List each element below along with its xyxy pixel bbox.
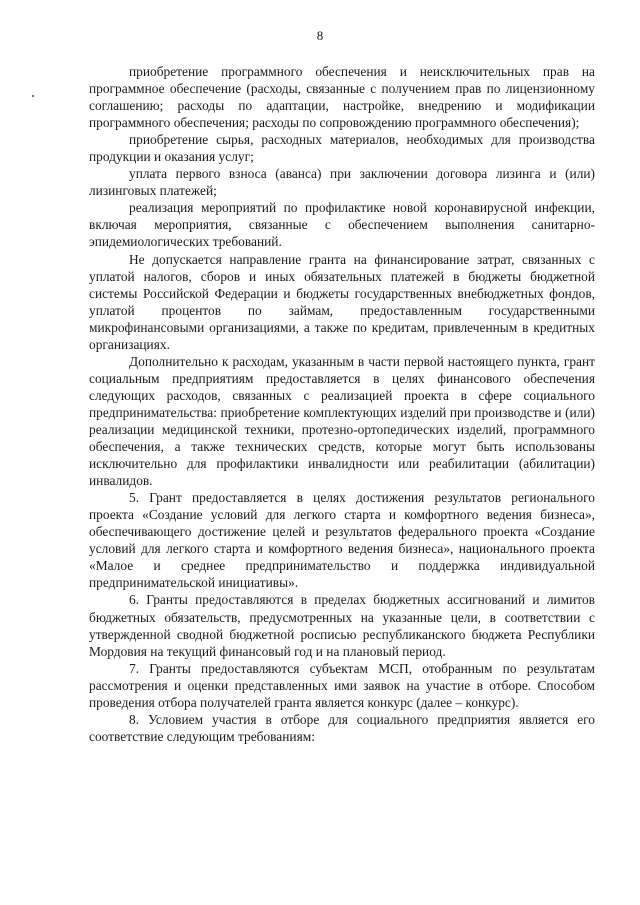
- page-number: 8: [316, 28, 324, 43]
- paragraph-coronavirus-measures: реализация мероприятий по профилактике новой коронавирусной инфекции, включая мероприятия, связанные с обеспечением выполнения санитарно-эпидемиологических требований.: [89, 200, 595, 250]
- paragraph-leasing-payment: уплата первого взноса (аванса) при заключении договора лизинга и (или) лизинговых платежей;: [89, 166, 595, 199]
- paragraph-item-8: 8. Условием участия в отборе для социального предприятия является его соответствие следующим требованиям:: [89, 711, 595, 744]
- paragraph-raw-materials: приобретение сырья, расходных материалов, необходимых для производства продукции и оказания услуг;: [89, 132, 595, 165]
- document-body: [89, 63, 595, 745]
- scan-speck: [32, 95, 34, 97]
- paragraph-software-expenses: приобретение программного обеспечения и неисключительных прав на программное обеспечение (расходы, связанные с получением прав по лицензионному соглашению; расходы по адаптации, настройке, внедрению и модификации программного обеспечения; расходы по сопровождению программного обеспечения);: [89, 64, 595, 131]
- paragraph-item-6: 6. Гранты предоставляются в пределах бюджетных ассигнований и лимитов бюджетных обязательств, предусмотренных на указанные цели, в соответствии с утвержденной сводной бюджетной росписью республиканского бюджета Республики Мордовия на текущий финансовый год и на плановый период.: [89, 592, 595, 659]
- paragraph-item-5: 5. Грант предоставляется в целях достижения результатов регионального проекта «Создание условий для легкого старта и комфортного ведения бизнеса», обеспечивающего достижение целей и результатов федерального проекта «Создание условий для легкого старта и комфортного ведения бизнеса», национального проекта «Малое и среднее предпринимательство и поддержка индивидуальной предпринимательской инициативы».: [89, 490, 595, 591]
- paragraph-prohibited-costs: Не допускается направление гранта на финансирование затрат, связанных с уплатой налогов, сборов и иных обязательных платежей в бюджеты бюджетной системы Российской Федерации и бюджеты государственных внебюджетных фондов, уплатой процентов по займам, предоставленным государственными микрофинансовыми организациями, а также по кредитам, привлеченным в кредитных организациях.: [89, 251, 595, 352]
- paragraph-additional-expenses: Дополнительно к расходам, указанным в части первой настоящего пункта, грант социальным предприятиям предоставляется в целях финансового обеспечения следующих расходов, связанных с реализацией проекта в сфере социального предпринимательства: приобретение комплектующих изделий при производстве и (или) реализации медицинской техники, протезно-ортопедических изделий, программного обеспечения, а также технических средств, которые могут быть использованы исключительно для профилактики инвалидности или реабилитации (абилитации) инвалидов.: [89, 353, 595, 489]
- paragraph-item-7: 7. Гранты предоставляются субъектам МСП, отобранным по результатам рассмотрения и оценки представленных ими заявок на участие в отборе. Способом проведения отбора получателей гранта является конкурс (далее – конкурс).: [89, 660, 595, 710]
